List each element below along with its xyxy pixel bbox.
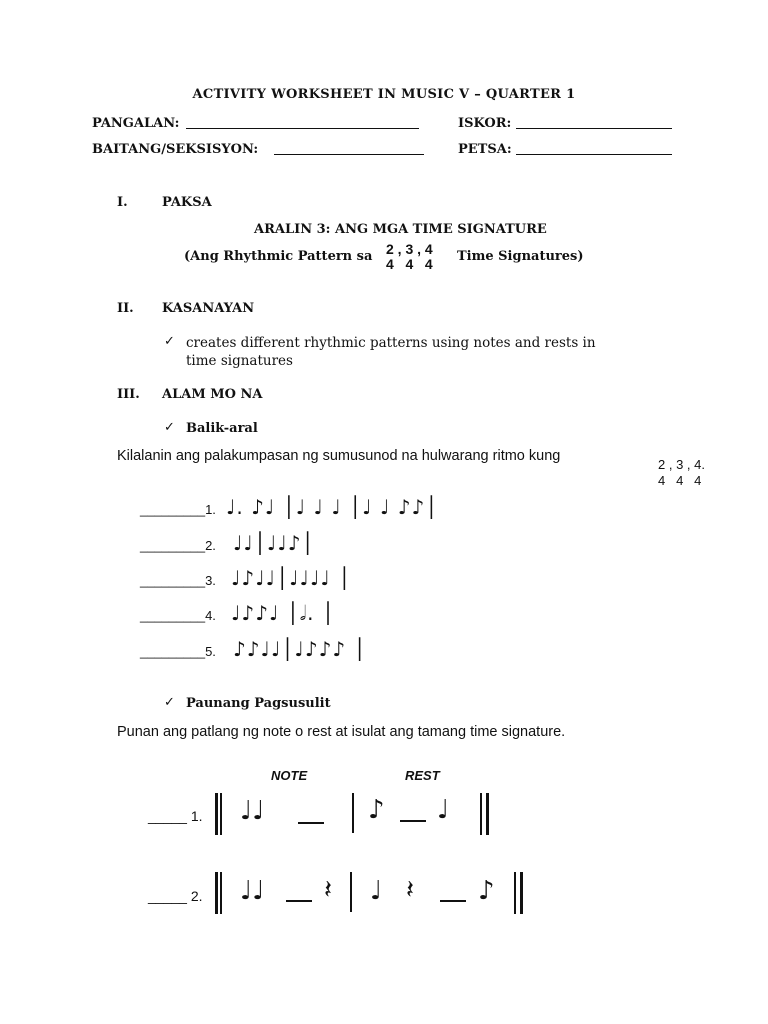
section-2-number: II.: [117, 301, 134, 316]
review-item-1-answer[interactable]: _________1.: [140, 502, 216, 517]
quarter-note-icon: ♩: [437, 795, 450, 825]
section-3-number: III.: [117, 387, 140, 402]
quarter-notes-icon: ♩♩: [240, 796, 265, 826]
barline: [486, 793, 489, 835]
score-field[interactable]: [516, 128, 672, 129]
pretest-item-1-answer[interactable]: _____ 1.: [148, 808, 203, 824]
section-2-title: KASANAYAN: [162, 301, 255, 316]
eighth-note-icon: ♪: [478, 876, 495, 906]
review-item-2-rhythm: ♩♩│♩♩♪│: [233, 531, 315, 555]
skill-text-line-1: creates different rhythmic patterns using notes and rests in: [186, 335, 596, 351]
pretest-instruction: Punan ang patlang ng note o rest at isulat ang tamang time signature.: [117, 724, 566, 740]
review-item-4-answer[interactable]: _________4.: [140, 608, 216, 623]
lesson-subtitle-pre: (Ang Rhythmic Pattern sa: [184, 249, 373, 264]
review-item-4-rhythm: ♩♪♪♩ │𝅗𝅥. │: [231, 601, 335, 625]
section-3-title: ALAM MO NA: [162, 387, 263, 402]
section-1-title: PAKSA: [162, 195, 212, 210]
review-item-3-rhythm: ♩♪♩♩│♩♩♩♩ │: [231, 566, 352, 590]
review-item-1-rhythm: ♩. ♪♩ │♩ ♩ ♩ │♩ ♩ ♪♪│: [226, 495, 439, 519]
ts-denominators: 4 4 4: [386, 256, 433, 272]
barline: [220, 793, 222, 835]
lesson-subtitle-post: Time Signatures): [457, 249, 584, 264]
quarter-rest-icon: 𝄽: [324, 875, 332, 905]
barline: [520, 872, 523, 914]
barline: [220, 872, 222, 914]
rest-blank[interactable]: [440, 900, 466, 902]
barline: [215, 872, 218, 914]
barline: [350, 872, 352, 912]
review-time-signatures: [658, 457, 705, 489]
review-title: Balik-aral: [186, 421, 258, 436]
review-item-5-answer[interactable]: _________5.: [140, 644, 216, 659]
quarter-notes-icon: ♩♩: [240, 876, 265, 906]
lesson-title: ARALIN 3: ANG MGA TIME SIGNATURE: [254, 222, 547, 237]
pretest-item-2-answer[interactable]: _____ 2.: [148, 888, 203, 904]
grade-section-field[interactable]: [274, 154, 424, 155]
section-1-number: I.: [117, 195, 128, 210]
checkmark-icon: ✓: [164, 695, 175, 710]
checkmark-icon: ✓: [164, 334, 175, 349]
name-label: PANGALAN:: [92, 116, 180, 131]
score-label: ISKOR:: [458, 116, 512, 131]
barline: [514, 872, 516, 914]
barline: [480, 793, 482, 835]
grade-section-label: BAITANG/SEKSISYON:: [92, 142, 259, 157]
quarter-rest-icon: 𝄽: [406, 875, 414, 905]
rest-blank[interactable]: [400, 820, 426, 822]
note-blank[interactable]: [286, 900, 312, 902]
review-ts-denominators: 4 4 4: [658, 473, 702, 488]
name-field[interactable]: [186, 128, 419, 129]
barline: [352, 793, 354, 833]
review-item-5-rhythm: ♪♪♩♩│♩♪♪♪ │: [233, 637, 367, 661]
checkmark-icon: ✓: [164, 420, 175, 435]
quarter-note-icon: ♩: [370, 876, 383, 906]
skill-text-line-2: time signatures: [186, 353, 293, 369]
time-signature-fraction: [386, 242, 433, 272]
review-instruction: Kilalanin ang palakumpasan ng sumusunod na hulwarang ritmo kung: [117, 448, 561, 464]
review-ts-numerators: 2 , 3 , 4.: [658, 457, 705, 472]
review-item-2-answer[interactable]: _________2.: [140, 538, 216, 553]
rest-column-header: REST: [405, 768, 440, 783]
pretest-title: Paunang Pagsusulit: [186, 696, 331, 711]
ts-numerators: 2 , 3 , 4: [386, 241, 433, 257]
note-blank[interactable]: [298, 822, 324, 824]
note-column-header: NOTE: [271, 768, 308, 783]
date-label: PETSA:: [458, 142, 512, 157]
barline: [215, 793, 218, 835]
worksheet-title: ACTIVITY WORKSHEET IN MUSIC V – QUARTER 1: [192, 87, 576, 102]
eighth-note-icon: ♪: [368, 795, 385, 825]
review-item-3-answer[interactable]: _________3.: [140, 573, 216, 588]
date-field[interactable]: [516, 154, 672, 155]
